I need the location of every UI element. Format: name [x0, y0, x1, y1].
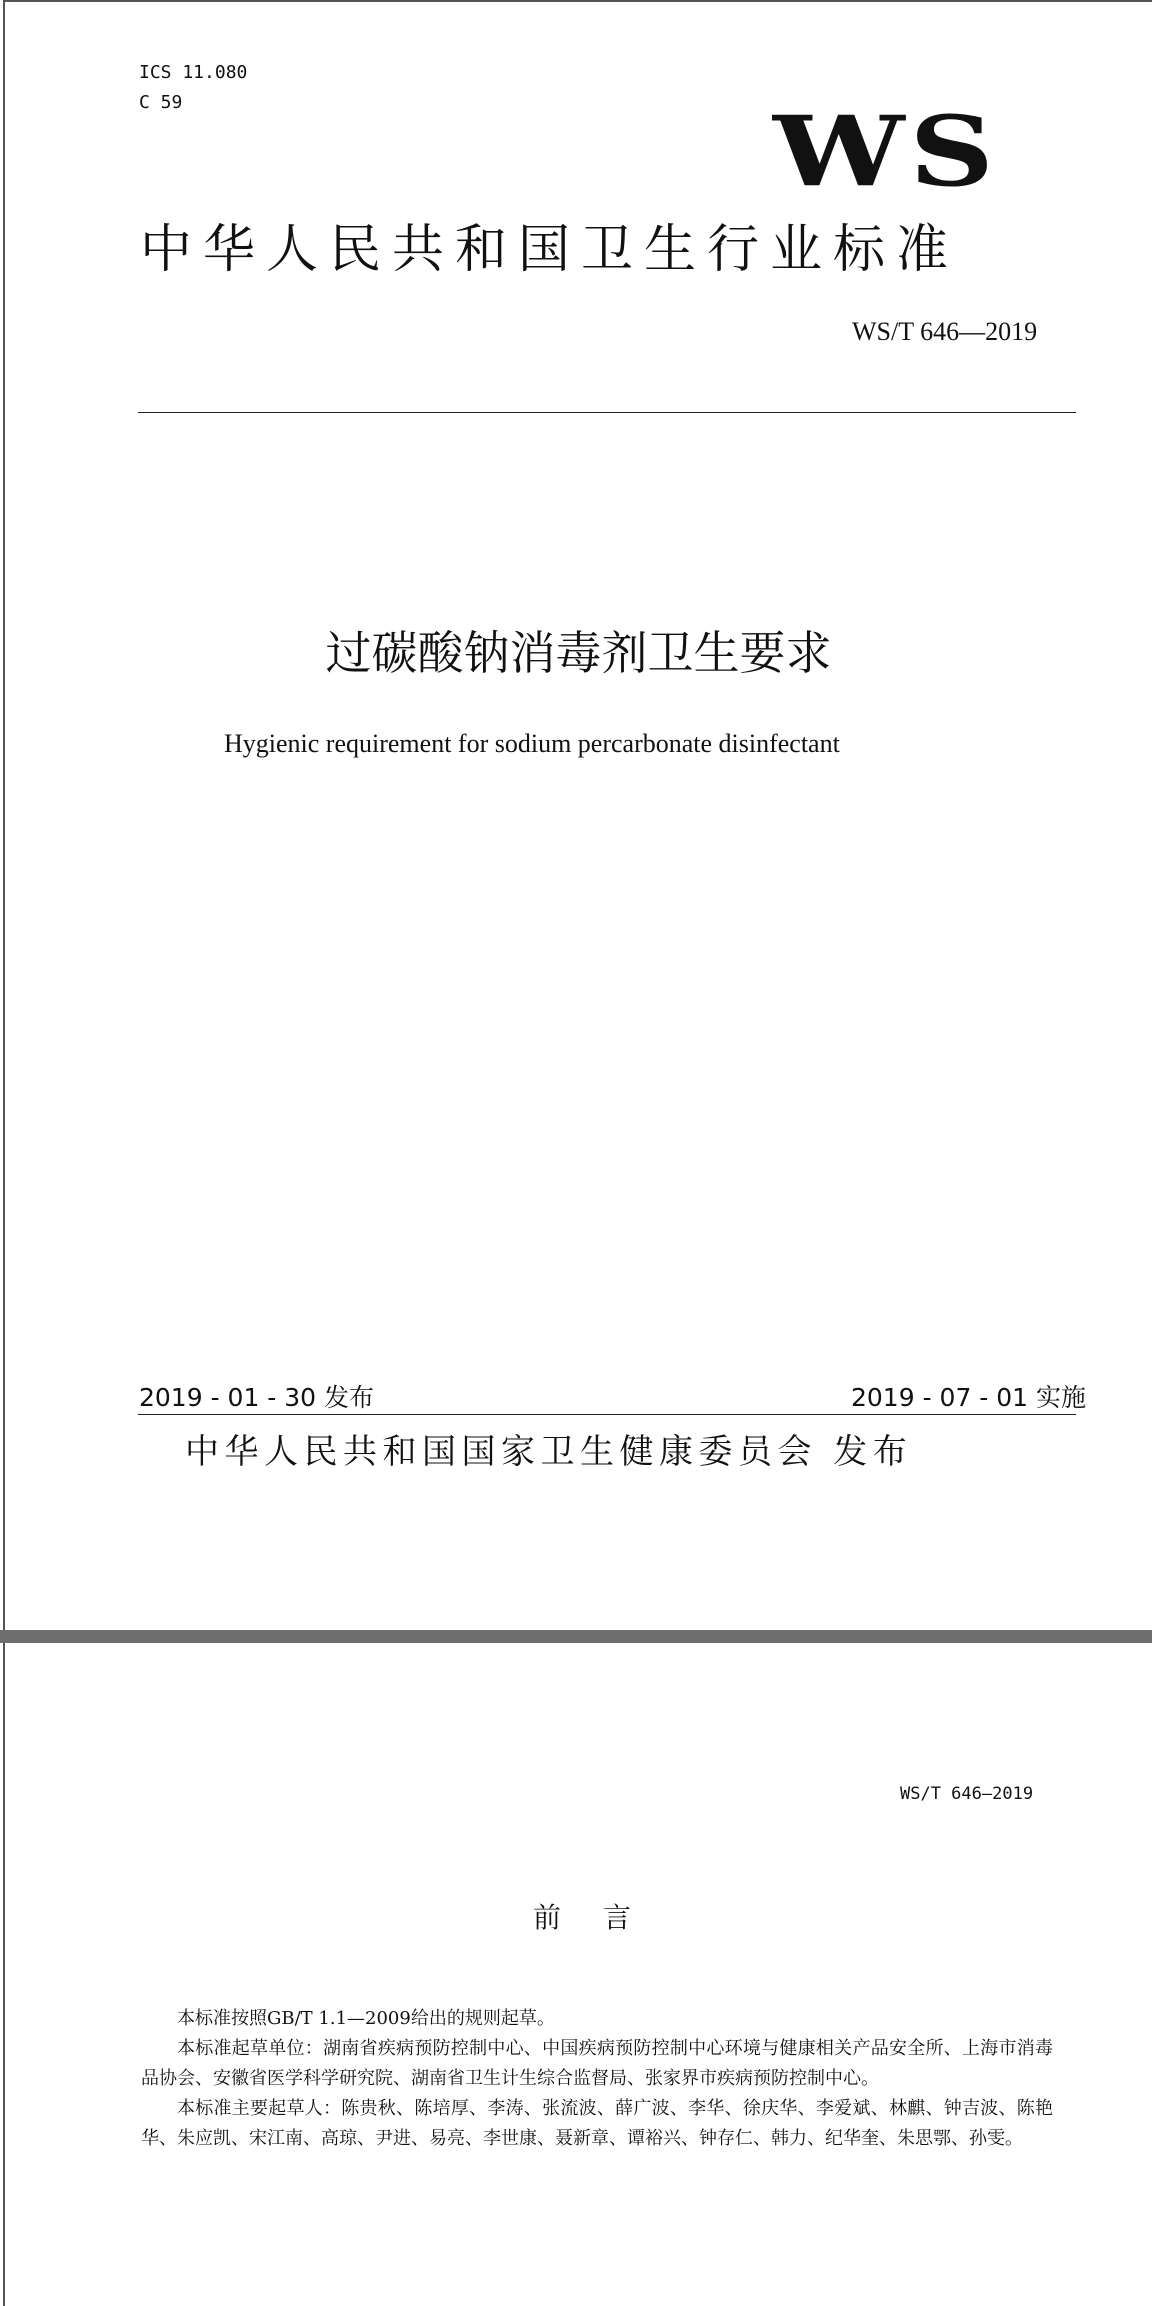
- page-header-number: WS/T 646—2019: [900, 1784, 1034, 1804]
- ccs-code: C 59: [139, 92, 183, 113]
- header-divider: [138, 412, 1076, 413]
- ics-code: ICS 11.080: [139, 62, 248, 83]
- document-title-en: Hygienic requirement for sodium percarbonate disinfectant: [224, 729, 840, 758]
- foreword-heading: 前言: [533, 1901, 674, 1934]
- foreword-paragraph: 本标准主要起草人：陈贵秋、陈培厚、李涛、张流波、薛广波、李华、徐庆华、李爱斌、林麒、钟吉波、陈艳华、朱应凯、宋江南、高琼、尹进、易亮、李世康、聂新章、谭裕兴、钟存仁、韩力、纪华奎、朱思鄂、孙雯。: [141, 2098, 1053, 2149]
- publisher: 中华人民共和国国家卫生健康委员会 发布: [185, 1432, 913, 1472]
- foreword-body: [141, 2004, 1053, 2154]
- publish-date: 2019 - 01 - 30 发布: [139, 1383, 375, 1412]
- foreword-paragraph: 本标准按照GB/T 1.1—2009给出的规则起草。: [177, 2008, 555, 2029]
- footer-divider: [138, 1414, 1076, 1415]
- foreword-paragraph: 本标准起草单位：湖南省疾病预防控制中心、中国疾病预防控制中心环境与健康相关产品安全所、上海市消毒品协会、安徽省医学科学研究院、湖南省卫生计生综合监督局、张家界市疾病预防控制中心。: [141, 2038, 1053, 2089]
- page-separator: [0, 1630, 1152, 1643]
- foreword-page: [3, 1643, 1152, 2306]
- document-title-cn: 过碳酸钠消毒剂卫生要求: [325, 626, 832, 680]
- implement-date: 2019 - 07 - 01 实施: [851, 1383, 1087, 1412]
- standard-category: 中华人民共和国卫生行业标准: [140, 220, 960, 280]
- standard-number: WS/T 646—2019: [852, 317, 1038, 346]
- ws-logo: WS: [773, 95, 999, 208]
